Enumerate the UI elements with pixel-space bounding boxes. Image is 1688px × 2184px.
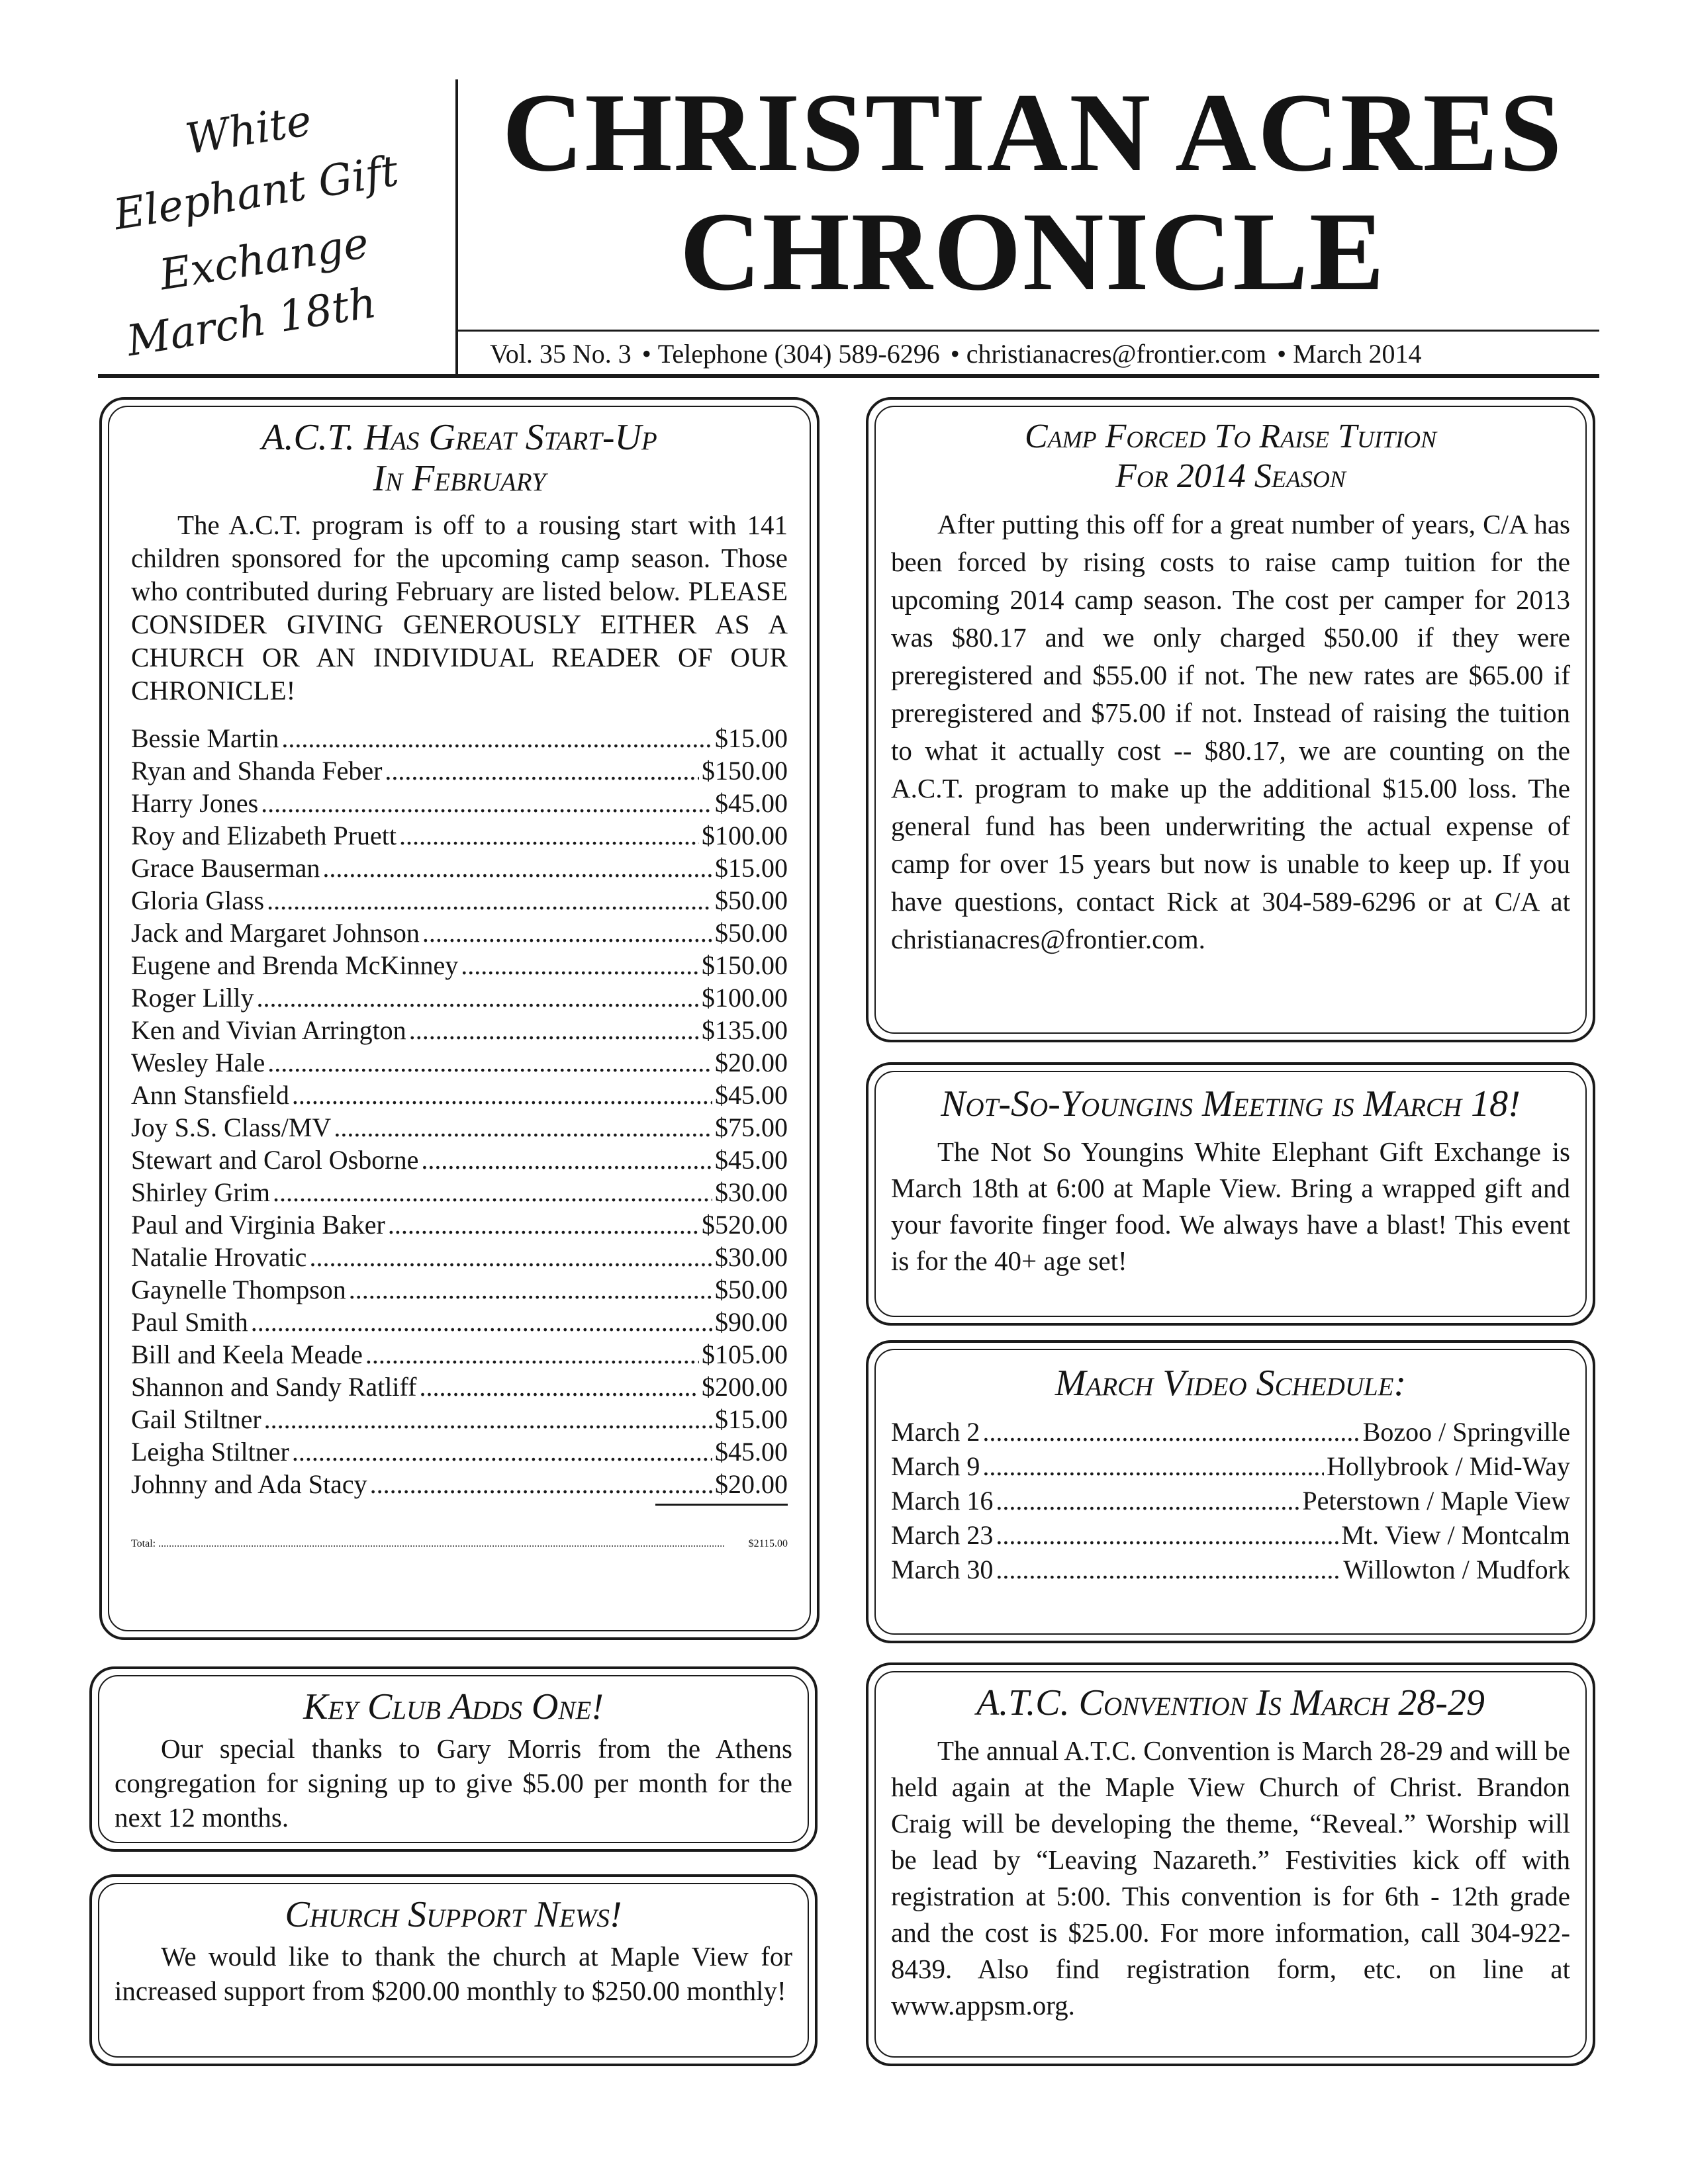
issue-email: christianacres@frontier.com xyxy=(966,339,1267,369)
donor-name: Gaynelle Thompson xyxy=(131,1275,346,1304)
donor-row xyxy=(131,916,788,948)
donor-amount: $45.00 xyxy=(715,788,788,818)
leader-dots xyxy=(273,1177,712,1208)
donor-name: Paul and Virginia Baker xyxy=(131,1210,385,1240)
church-support-box xyxy=(89,1874,818,2066)
promo-line: White xyxy=(182,96,315,165)
donor-amount: $135.00 xyxy=(702,1015,788,1045)
donor-name: Bill and Keela Meade xyxy=(131,1340,363,1369)
donor-amount: $520.00 xyxy=(702,1210,788,1240)
promo-line: Elephant Gift xyxy=(110,146,402,240)
donor-amount: $50.00 xyxy=(715,886,788,915)
donor-row xyxy=(131,948,788,981)
keyclub-title: Key Club Adds One! xyxy=(303,1686,604,1727)
donor-row xyxy=(131,819,788,851)
donor-amount: $100.00 xyxy=(702,821,788,850)
donor-name: Leigha Stiltner xyxy=(131,1437,289,1467)
camp-body: After putting this off for a great number of years, C/A has been forced by rising costs to raise camp tuition for the upcoming 2014 camp season. The cost per camper for 2013 was $80.17 and we only charged $50.00 if they were preregistered and $55.00 if not. The new rates are $65.00 if preregistered and $75.00 if not. Instead of raising the tuition to what it actually cost -- $80.17, we are counting on the A.C.T. program to make up the additional $15.00 loss. The general fund has been underwriting the actual expense of camp for over 15 years but now is unable to keep up. If you have questions, contact Rick at 304-589-6296 or at C/A at christianacres@frontier.com. xyxy=(891,509,1570,954)
donor-name: Gail Stiltner xyxy=(131,1404,261,1434)
donor-name: Ken and Vivian Arrington xyxy=(131,1015,406,1045)
video-schedule-row xyxy=(891,1413,1570,1447)
act-title xyxy=(131,417,788,499)
masthead-line-1: CHRISTIAN ACRES xyxy=(502,70,1564,195)
donor-amount: $105.00 xyxy=(702,1340,788,1369)
donor-amount: $50.00 xyxy=(715,1275,788,1304)
donor-row xyxy=(131,1078,788,1111)
donor-amount: $15.00 xyxy=(715,853,788,883)
donor-name: Roy and Elizabeth Pruett xyxy=(131,821,397,850)
donor-name: Ryan and Shanda Feber xyxy=(131,756,383,786)
donor-name: Joy S.S. Class/MV xyxy=(131,1113,332,1142)
leader-dots xyxy=(982,1416,1360,1447)
donor-row xyxy=(131,1143,788,1175)
donor-name: Ann Stansfield xyxy=(131,1080,289,1110)
donor-name: Natalie Hrovatic xyxy=(131,1242,307,1272)
leader-dots xyxy=(421,1144,712,1175)
donor-name: Gloria Glass xyxy=(131,886,265,915)
donor-amount: $150.00 xyxy=(702,756,788,786)
atc-title: A.T.C. Convention Is March 28-29 xyxy=(976,1682,1485,1723)
leader-dots xyxy=(461,950,699,981)
leader-dots xyxy=(334,1112,712,1143)
video-date: March 23 xyxy=(891,1520,994,1550)
leader-dots xyxy=(349,1274,712,1305)
donor-row xyxy=(131,1046,788,1078)
donor-amount: $20.00 xyxy=(715,1469,788,1499)
donor-row xyxy=(131,884,788,916)
issue-volume: Vol. 35 No. 3 xyxy=(490,339,632,369)
bullet: • xyxy=(950,339,960,369)
leader-dots xyxy=(996,1485,1299,1516)
issue-date: March 2014 xyxy=(1293,339,1422,369)
donor-name: Shannon and Sandy Ratliff xyxy=(131,1372,417,1402)
donor-list xyxy=(131,721,788,1500)
masthead-title xyxy=(463,70,1602,314)
act-article-box xyxy=(99,397,820,1640)
act-title-line-1: A.C.T. Has Great Start-Up xyxy=(261,417,657,458)
donor-name: Roger Lilly xyxy=(131,983,254,1013)
leader-dots xyxy=(309,1242,712,1273)
donor-row xyxy=(131,1402,788,1435)
camp-title-line-1: Camp Forced To Raise Tuition xyxy=(1025,418,1436,455)
donor-name: Jack and Margaret Johnson xyxy=(131,918,420,948)
donor-amount: $200.00 xyxy=(702,1372,788,1402)
video-schedule-row xyxy=(891,1447,1570,1482)
leader-dots xyxy=(264,1404,712,1435)
masthead-divider xyxy=(458,330,1599,332)
leader-dots xyxy=(292,1079,712,1111)
leader-dots xyxy=(409,1015,699,1046)
leader-dots xyxy=(996,1520,1338,1551)
leader-dots xyxy=(158,1538,746,1550)
camp-title-line-2: For 2014 Season xyxy=(1115,457,1346,495)
youngins-body: The Not So Youngins White Elephant Gift Exchange is March 18th at 6:00 at Maple View. Bring a wrapped gift and your favorite finger food. We always have a blast! This event is for the 40+ age set! xyxy=(891,1136,1570,1276)
video-places: Willowton / Mudfork xyxy=(1343,1555,1570,1584)
header-bottom-rule xyxy=(98,374,1599,378)
youngins-box xyxy=(866,1062,1595,1326)
leader-dots xyxy=(385,755,699,786)
leader-dots xyxy=(370,1469,712,1500)
video-places: Bozoo / Springville xyxy=(1362,1417,1570,1447)
donor-row xyxy=(131,1175,788,1208)
video-date: March 30 xyxy=(891,1555,994,1584)
donor-row xyxy=(131,1467,788,1500)
leader-dots xyxy=(388,1209,699,1240)
donor-row xyxy=(131,1111,788,1143)
leader-dots xyxy=(251,1306,712,1338)
leader-dots xyxy=(365,1339,699,1370)
atc-convention-box xyxy=(866,1662,1595,2066)
church-title: Church Support News! xyxy=(285,1894,622,1935)
youngins-title: Not-So-Youngins Meeting is March 18! xyxy=(941,1083,1521,1124)
atc-body: The annual A.T.C. Convention is March 28-29 and will be held again at the Maple View Church of Christ. Brandon Craig will be developing the theme, “Reveal.” Worship will be lead by “Leaving Nazareth.” Festivities kick off with registration at 5:00. This convention is for 6th - 12th grade and the cost is $25.00. For more information, call 304-922-8439. Also find registration form, etc. on line at www.appsm.org. xyxy=(891,1735,1570,2021)
video-places: Peterstown / Maple View xyxy=(1302,1486,1570,1516)
donor-row xyxy=(131,786,788,819)
donor-name: Eugene and Brenda McKinney xyxy=(131,950,459,980)
leader-dots xyxy=(419,1371,699,1402)
video-title: March Video Schedule: xyxy=(1055,1363,1407,1404)
video-schedule-row xyxy=(891,1551,1570,1585)
leader-dots xyxy=(422,917,712,948)
donor-name: Bessie Martin xyxy=(131,723,279,753)
donor-row xyxy=(131,1273,788,1305)
donor-name: Johnny and Ada Stacy xyxy=(131,1469,367,1499)
donor-row xyxy=(131,1435,788,1467)
donor-row xyxy=(131,1208,788,1240)
donor-row xyxy=(131,1338,788,1370)
promo-line: Exchange xyxy=(156,218,372,300)
white-elephant-handwritten-promo xyxy=(99,96,444,371)
leader-dots xyxy=(399,820,699,851)
donor-amount: $150.00 xyxy=(702,950,788,980)
donor-name: Shirley Grim xyxy=(131,1177,270,1207)
donor-name: Paul Smith xyxy=(131,1307,248,1337)
donor-amount: $90.00 xyxy=(715,1307,788,1337)
donor-name: Stewart and Carol Osborne xyxy=(131,1145,419,1175)
video-date: March 9 xyxy=(891,1451,980,1481)
donor-name: Wesley Hale xyxy=(131,1048,265,1077)
camp-tuition-box xyxy=(866,397,1595,1042)
donor-row xyxy=(131,1240,788,1273)
leader-dots xyxy=(292,1436,712,1467)
leader-dots xyxy=(257,982,699,1013)
leader-dots xyxy=(261,788,712,819)
donor-name: Harry Jones xyxy=(131,788,259,818)
camp-title xyxy=(891,417,1570,496)
donor-row xyxy=(131,851,788,884)
donor-row xyxy=(131,1305,788,1338)
donor-amount: $45.00 xyxy=(715,1145,788,1175)
video-schedule-box xyxy=(866,1340,1595,1643)
donor-amount: $15.00 xyxy=(715,1404,788,1434)
video-schedule-row xyxy=(891,1482,1570,1516)
donor-amount: $30.00 xyxy=(715,1242,788,1272)
keyclub-body: Our special thanks to Gary Morris from the Athens congregation for signing up to give $5.00 per month for the next 12 months. xyxy=(115,1733,792,1833)
donor-amount: $30.00 xyxy=(715,1177,788,1207)
masthead-line-2: CHRONICLE xyxy=(679,189,1386,314)
video-date: March 16 xyxy=(891,1486,994,1516)
total-label: Total: xyxy=(131,1538,156,1549)
leader-dots xyxy=(322,852,712,884)
leader-dots xyxy=(267,885,712,916)
leader-dots xyxy=(982,1451,1324,1482)
donor-row xyxy=(131,981,788,1013)
issue-info-line xyxy=(490,334,1595,374)
donor-row xyxy=(131,754,788,786)
donor-name: Grace Bauserman xyxy=(131,853,320,883)
act-body: The A.C.T. program is off to a rousing start with 141 children sponsored for the upcoming camp season. Those who contributed during February are listed below. PLEASE CONSIDER GIVING GENEROUSLY EITHER AS A CHURCH OR AN INDIVIDUAL READER OF OUR CHRONICLE! xyxy=(131,510,788,705)
video-schedule-list xyxy=(891,1413,1570,1585)
church-body: We would like to thank the church at Maple View for increased support from $200.00 monthly to $250.00 monthly! xyxy=(115,1941,792,2006)
donor-amount: $75.00 xyxy=(715,1113,788,1142)
donor-amount: $45.00 xyxy=(715,1437,788,1467)
donor-total-row xyxy=(131,1518,788,1550)
donor-row xyxy=(131,1013,788,1046)
bullet: • xyxy=(641,339,651,369)
leader-dots xyxy=(267,1047,712,1078)
promo-line: March 18th xyxy=(123,278,380,367)
act-title-line-2: In February xyxy=(373,458,546,499)
video-places: Hollybrook / Mid-Way xyxy=(1327,1451,1570,1481)
sum-rule xyxy=(655,1504,788,1506)
bullet: • xyxy=(1277,339,1287,369)
video-schedule-row xyxy=(891,1516,1570,1551)
donor-amount: $100.00 xyxy=(702,983,788,1013)
donor-amount: $45.00 xyxy=(715,1080,788,1110)
donor-amount: $15.00 xyxy=(715,723,788,753)
donor-amount: $20.00 xyxy=(715,1048,788,1077)
leader-dots xyxy=(281,723,712,754)
total-amount: $2115.00 xyxy=(748,1538,788,1549)
key-club-box xyxy=(89,1666,818,1852)
donor-row xyxy=(131,1370,788,1402)
donor-row xyxy=(131,721,788,754)
video-date: March 2 xyxy=(891,1417,980,1447)
leader-dots xyxy=(996,1554,1340,1585)
issue-telephone: Telephone (304) 589-6296 xyxy=(657,339,940,369)
donor-amount: $50.00 xyxy=(715,918,788,948)
video-places: Mt. View / Montcalm xyxy=(1341,1520,1570,1550)
